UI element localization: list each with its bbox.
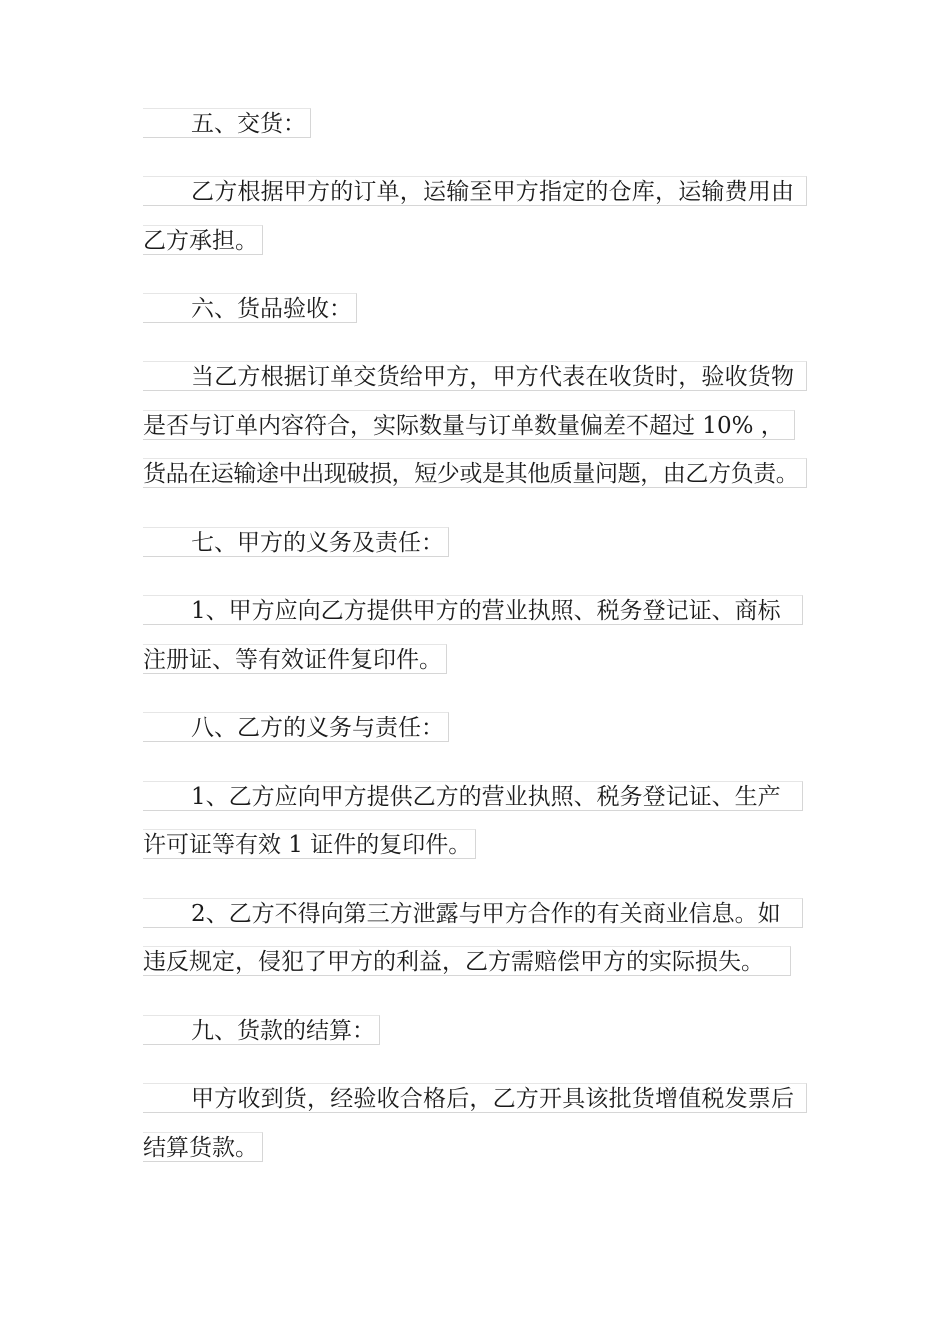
paragraph-line: 违反规定，侵犯了甲方的利益，乙方需赔偿甲方的实际损失。 <box>143 946 791 976</box>
paragraph-line: 注册证、等有效证件复印件。 <box>143 644 447 674</box>
section-heading-settlement: 九、货款的结算： <box>143 1015 380 1045</box>
paragraph-line: 许可证等有效 1 证件的复印件。 <box>143 829 476 859</box>
paragraph-line: 是否与订单内容符合，实际数量与订单数量偏差不超过 10% ， <box>143 410 795 440</box>
section-heading-inspection: 六、货品验收： <box>143 293 357 323</box>
section-heading-party-a-duties: 七、甲方的义务及责任： <box>143 527 449 557</box>
paragraph-line: 1、甲方应向乙方提供甲方的营业执照、税务登记证、商标 <box>143 595 803 625</box>
paragraph-line: 结算货款。 <box>143 1132 263 1162</box>
paragraph-line: 当乙方根据订单交货给甲方，甲方代表在收货时，验收货物 <box>143 361 807 391</box>
section-heading-party-b-duties: 八、乙方的义务与责任： <box>143 712 449 742</box>
section-heading-delivery: 五、交货： <box>143 108 311 138</box>
paragraph-line: 甲方收到货，经验收合格后，乙方开具该批货增值税发票后 <box>143 1083 807 1113</box>
paragraph-line: 乙方根据甲方的订单，运输至甲方指定的仓库，运输费用由 <box>143 176 807 206</box>
paragraph-line: 乙方承担。 <box>143 225 263 255</box>
paragraph-line: 1、乙方应向甲方提供乙方的营业执照、税务登记证、生产 <box>143 781 803 811</box>
paragraph-line: 2、乙方不得向第三方泄露与甲方合作的有关商业信息。如 <box>143 898 803 928</box>
paragraph-line: 货品在运输途中出现破损，短少或是其他质量问题，由乙方负责。 <box>143 458 807 488</box>
